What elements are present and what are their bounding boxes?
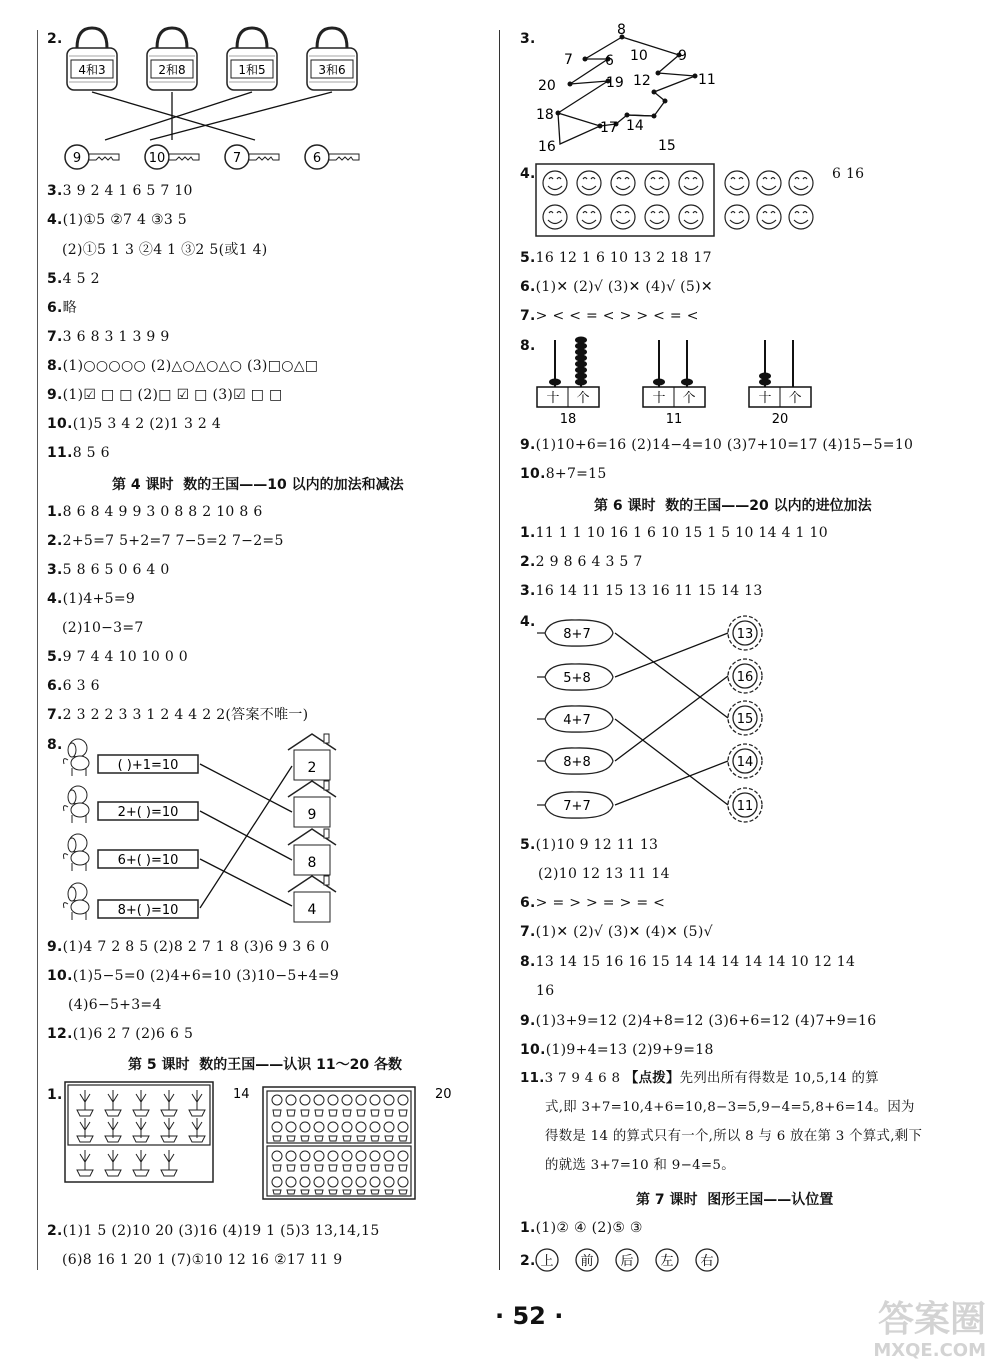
- place-label-ones: 个: [682, 391, 696, 406]
- dot-label: 8: [617, 22, 626, 38]
- r-answer-7: 7.> < < = < > > < = <: [520, 308, 699, 324]
- key-label: 7: [232, 151, 242, 166]
- l6-answer-3: 3.16 14 11 15 13 16 11 15 14 13: [520, 583, 763, 599]
- flower-label: 15: [736, 712, 754, 727]
- answer-11: 11.8 5 6: [47, 445, 110, 461]
- key-4: [305, 145, 359, 169]
- match-lines: [615, 633, 728, 805]
- section-heading-lesson-5: 第 5 课时 数的王国——认识 11～20 各数: [128, 1057, 402, 1073]
- abacus-value: 20: [771, 412, 789, 427]
- answer-7: 7.3 6 8 3 1 3 9 9: [47, 329, 170, 345]
- section-heading-lesson-7: 第 7 课时 图形王国——认位置: [636, 1192, 834, 1208]
- dot-label: 10: [630, 48, 648, 64]
- equation-label: ( )+1=10: [117, 758, 179, 773]
- dot-label: 11: [698, 72, 716, 88]
- l6-answer-11a: 11.3 7 9 4 6 8 【点拨】先列出所有得数是 10,5,14 的算: [520, 1071, 879, 1086]
- leaf-label: 5+8: [563, 671, 591, 686]
- key-label: 6: [312, 151, 322, 166]
- l6-answer-5b: (2)10 12 13 11 14: [538, 866, 670, 882]
- l6-answer-6: 6.> = > > = > = <: [520, 895, 666, 911]
- leaf-4: [537, 748, 613, 774]
- watermark-logo-text: 答案圈: [877, 1299, 986, 1340]
- flower-label: 16: [736, 670, 754, 685]
- l4-answer-4b: (2)10−3=7: [62, 620, 144, 636]
- position-word: 右: [700, 1254, 714, 1269]
- position-words-figure: [535, 1247, 735, 1275]
- r-question-8-label: 8.: [520, 338, 536, 354]
- dot-label: 16: [538, 139, 556, 155]
- match-lines: [200, 764, 292, 908]
- flower-label: 11: [736, 799, 754, 814]
- leaf-3: [537, 706, 613, 732]
- dot-label: 20: [538, 78, 556, 94]
- position-word: 左: [660, 1254, 674, 1269]
- answer-3: 3.3 9 2 4 1 6 5 7 10: [47, 183, 193, 199]
- r-answer-4-values: 6 16: [832, 166, 865, 182]
- answer-4a: 4.(1)①5 ②7 4 ③3 5: [47, 212, 187, 228]
- section-heading-lesson-6: 第 6 课时 数的王国——20 以内的进位加法: [594, 498, 872, 514]
- position-word: 上: [540, 1254, 554, 1269]
- lock-4: [307, 28, 357, 90]
- house-4: [288, 876, 336, 922]
- left-margin-rule: [37, 30, 38, 1270]
- dog-house-matching-figure: [60, 730, 360, 930]
- l6-answer-1: 1.11 1 1 10 16 1 6 10 15 1 5 10 14 4 1 10: [520, 525, 828, 541]
- l6-answer-10: 10.(1)9+4=13 (2)9+9=18: [520, 1042, 714, 1058]
- house-number: 2: [307, 760, 317, 776]
- l6-answer-11c: 得数是 14 的算式只有一个,所以 8 与 6 放在第 3 个算式,剩下: [545, 1129, 923, 1144]
- flower-label: 13: [736, 627, 754, 642]
- abacus-value: 18: [559, 412, 577, 427]
- l6-answer-7: 7.(1)✕ (2)√ (3)✕ (4)✕ (5)√: [520, 924, 713, 940]
- house-number: 9: [307, 807, 317, 823]
- house-number: 4: [307, 902, 317, 918]
- r-answer-10: 10.8+7=15: [520, 466, 607, 482]
- answer-4b: (2)①5 1 3 ②4 1 ③2 5(或1 4): [62, 242, 268, 258]
- answer-5: 5.4 5 2: [47, 271, 100, 287]
- dot-label: 12: [633, 73, 651, 89]
- answer-10: 10.(1)5 3 4 2 (2)1 3 2 4: [47, 416, 222, 432]
- abacus-3: [749, 340, 811, 427]
- match-lines: [92, 92, 332, 140]
- count-a: 14: [233, 1087, 250, 1102]
- answer-9: 9.(1)☑ □ □ (2)□ ☑ □ (3)☑ □ □: [47, 387, 283, 403]
- dot-label: 17: [600, 120, 618, 136]
- house-1: [288, 734, 336, 780]
- house-2: [288, 781, 336, 827]
- r-answer-6: 6.(1)✕ (2)√ (3)✕ (4)√ (5)✕: [520, 279, 713, 295]
- question-2-label: 2.: [47, 31, 63, 47]
- equation-label: 6+( )=10: [117, 853, 179, 868]
- place-label-tens: 十: [758, 391, 772, 406]
- locks-keys-figure: [55, 20, 375, 170]
- column-divider: [499, 30, 500, 1270]
- dog-equation-3: [64, 834, 199, 871]
- l4-answer-12: 12.(1)6 2 7 (2)6 6 5: [47, 1026, 194, 1042]
- watermark-domain: MXQE.COM: [873, 1340, 986, 1361]
- l4-answer-6: 6.6 3 6: [47, 678, 100, 694]
- leaf-label: 4+7: [563, 713, 591, 728]
- l4-answer-1: 1.8 6 8 4 9 9 3 0 8 8 2 10 8 6: [47, 504, 263, 520]
- l4-answer-7: 7.2 3 2 2 3 3 1 2 4 4 2 2(答案不唯一): [47, 707, 309, 723]
- dot-label: 15: [658, 138, 676, 154]
- l4-question-8-label: 8.: [47, 737, 63, 753]
- l6-answer-8a: 8.13 14 15 16 16 15 14 14 14 14 14 10 12 14: [520, 954, 856, 970]
- dot-label: 19: [606, 75, 624, 91]
- l5-answer-2a: 2.(1)1 5 (2)10 20 (3)16 (4)19 1 (5)3 13,14,15: [47, 1223, 380, 1239]
- leaf-label: 7+7: [563, 799, 591, 814]
- place-label-tens: 十: [652, 391, 666, 406]
- hint-tag: 【点拨】: [624, 1071, 680, 1086]
- flower-label: 14: [736, 755, 754, 770]
- lock-2: [147, 28, 197, 90]
- l6-answer-9: 9.(1)3+9=12 (2)4+8=12 (3)6+6=12 (4)7+9=16: [520, 1013, 877, 1029]
- l6-answer-2: 2.2 9 8 6 4 3 5 7: [520, 554, 643, 570]
- dot-to-dot-tree-figure: [530, 22, 730, 162]
- key-3: [225, 145, 279, 169]
- l7-question-2-label: 2.: [520, 1253, 536, 1269]
- place-label-ones: 个: [576, 391, 590, 406]
- dot-label: 14: [626, 118, 644, 134]
- dog-equation-1: [64, 739, 199, 776]
- r-answer-5: 5.16 12 1 6 10 13 2 18 17: [520, 250, 712, 266]
- answer-8: 8.(1)○○○○○ (2)△○△○△○ (3)□○△□: [47, 358, 319, 374]
- r-answer-9: 9.(1)10+6=16 (2)14−4=10 (3)7+10=17 (4)15−5=10: [520, 437, 914, 453]
- dot-label: 7: [564, 52, 573, 68]
- page-number: · 52 ·: [495, 1302, 564, 1330]
- abacus-1: [537, 337, 599, 428]
- house-number: 8: [307, 855, 317, 871]
- flower-pots-figure: [65, 1082, 465, 1202]
- leaf-5: [537, 792, 613, 818]
- l4-answer-4a: 4.(1)4+5=9: [47, 591, 136, 607]
- lock-label: 2和8: [158, 63, 186, 77]
- key-label: 10: [148, 151, 166, 166]
- section-heading-lesson-4: 第 4 课时 数的王国——10 以内的加法和减法: [112, 477, 404, 493]
- leaf-flower-matching-figure: [535, 615, 785, 845]
- dog-equation-4: [64, 883, 199, 920]
- l6-question-4-label: 4.: [520, 614, 536, 630]
- dog-equation-2: [64, 786, 199, 823]
- equation-label: 2+( )=10: [117, 805, 179, 820]
- answer-6: 6.略: [47, 300, 77, 316]
- dot-label: 6: [605, 53, 614, 69]
- abacus-value: 11: [665, 412, 683, 427]
- lock-1: [67, 28, 117, 90]
- leaf-label: 8+8: [563, 755, 591, 770]
- place-label-tens: 十: [546, 391, 560, 406]
- watermark: [873, 1300, 986, 1362]
- smiley-faces-figure: [535, 163, 825, 243]
- l4-answer-2: 2.2+5=7 5+2=7 7−5=2 7−2=5: [47, 533, 284, 549]
- house-3: [288, 829, 336, 875]
- key-label: 9: [72, 151, 82, 166]
- l6-answer-11d: 的就选 3+7=10 和 9−4=5。: [545, 1158, 735, 1173]
- key-2: [145, 145, 199, 169]
- abacus-2: [643, 340, 705, 427]
- lock-label: 4和3: [78, 63, 106, 77]
- l4-answer-10b: (4)6−5+3=4: [68, 997, 162, 1013]
- lock-3: [227, 28, 277, 90]
- equation-label: 8+( )=10: [117, 903, 179, 918]
- abacus-figure: [535, 335, 835, 427]
- leaf-1: [537, 620, 613, 646]
- l6-answer-11b: 式,即 3+7=10,4+6=10,8−3=5,9−4=5,8+6=14。因为: [545, 1100, 915, 1115]
- l4-answer-9: 9.(1)4 7 2 8 5 (2)8 2 7 1 8 (3)6 9 3 6 0: [47, 939, 330, 955]
- leaf-label: 8+7: [563, 627, 591, 642]
- leaf-2: [537, 664, 613, 690]
- l6-answer-5a: 5.(1)10 9 12 11 13: [520, 837, 659, 853]
- key-1: [65, 145, 119, 169]
- r-question-3-label: 3.: [520, 31, 536, 47]
- l5-question-1-label: 1.: [47, 1087, 63, 1103]
- count-b: 20: [435, 1087, 452, 1102]
- place-label-ones: 个: [788, 391, 802, 406]
- l6-answer-8b: 16: [536, 983, 555, 999]
- l5-answer-2b: (6)8 16 1 20 1 (7)①10 12 16 ②17 11 9: [62, 1252, 343, 1268]
- l4-answer-10a: 10.(1)5−5=0 (2)4+6=10 (3)10−5+4=9: [47, 968, 340, 984]
- l4-answer-3: 3.5 8 6 5 0 6 4 0: [47, 562, 170, 578]
- position-word: 后: [620, 1254, 634, 1269]
- r-question-4-label: 4.: [520, 166, 536, 182]
- dot-label: 18: [536, 107, 554, 123]
- l7-answer-1: 1.(1)② ④ (2)⑤ ③: [520, 1220, 643, 1236]
- dot-label: 9: [678, 48, 687, 64]
- lock-label: 3和6: [318, 63, 346, 77]
- l4-answer-5: 5.9 7 4 4 10 10 0 0: [47, 649, 188, 665]
- position-word: 前: [580, 1254, 594, 1269]
- lock-label: 1和5: [238, 63, 266, 77]
